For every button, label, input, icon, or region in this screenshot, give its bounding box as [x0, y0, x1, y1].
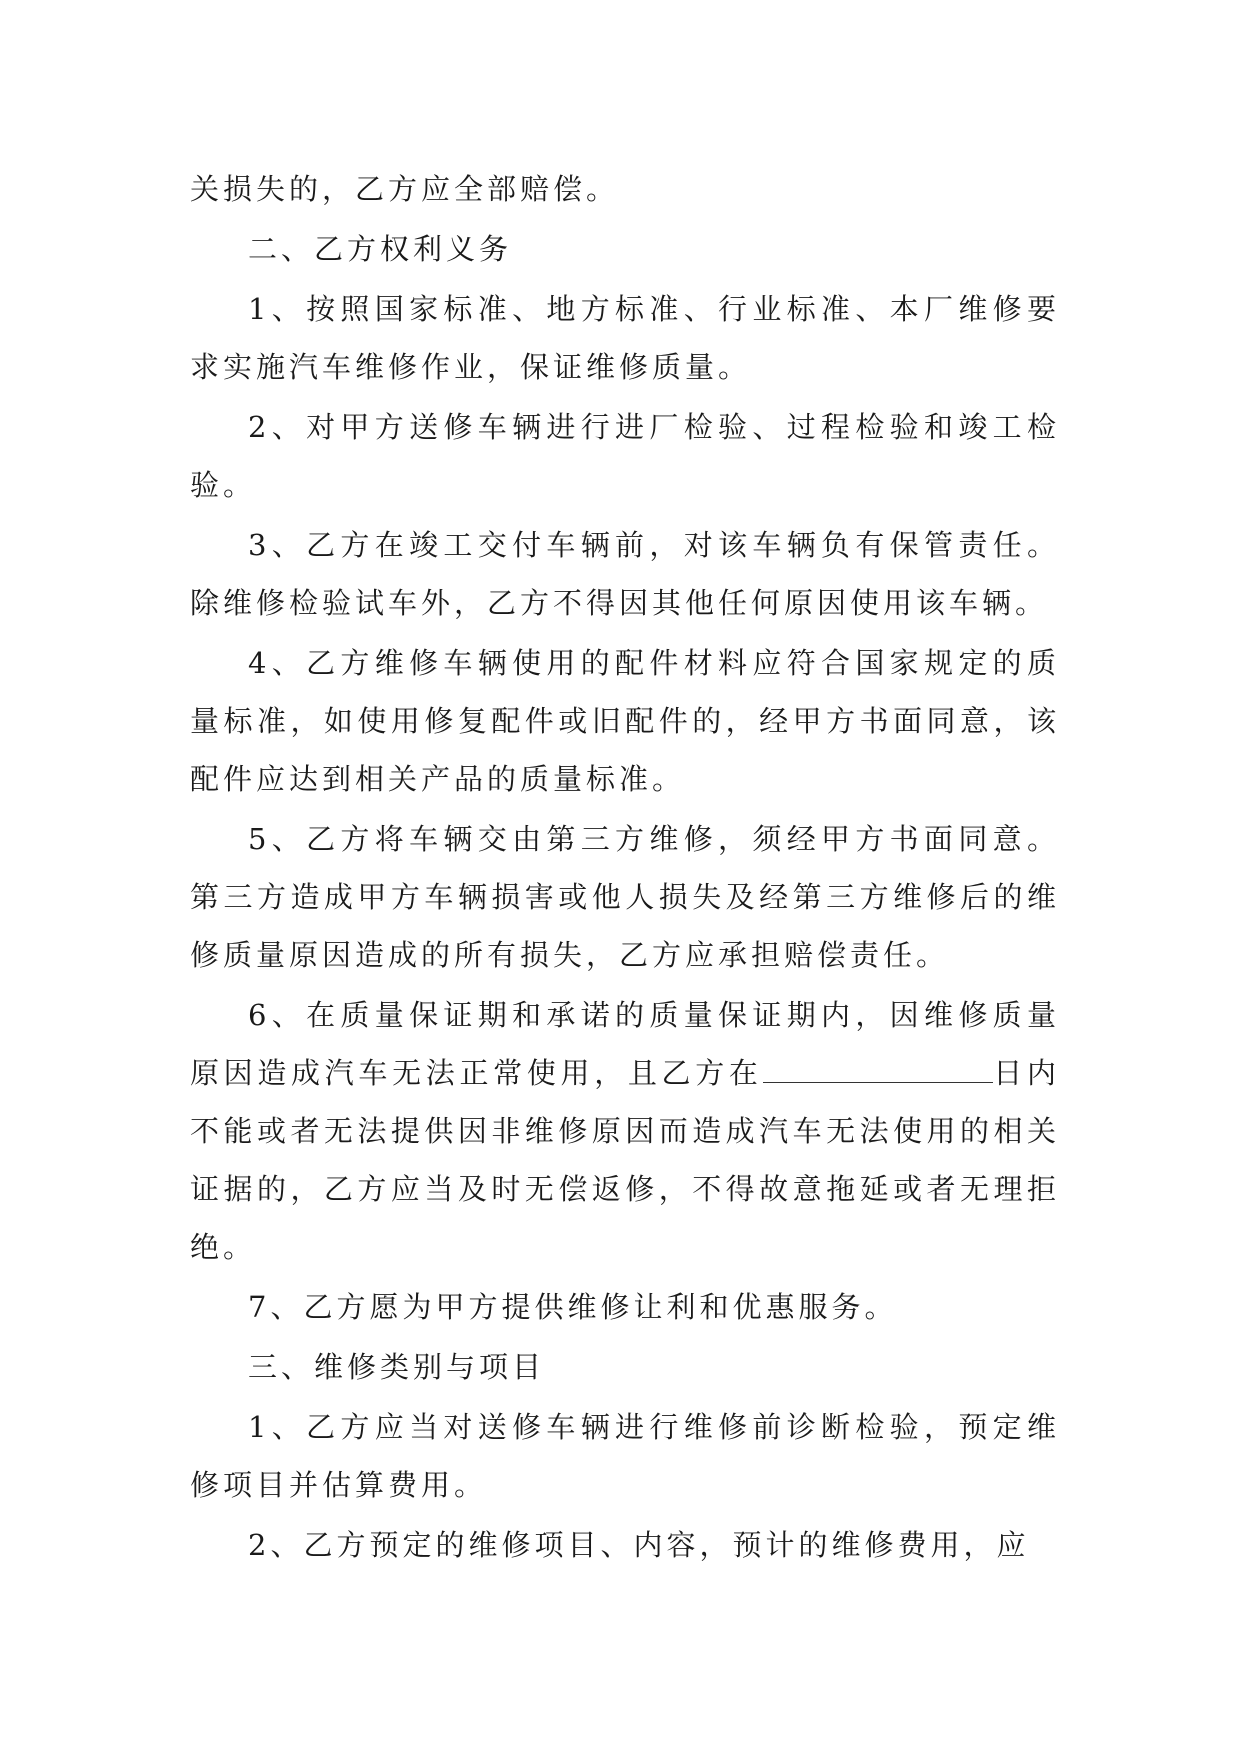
clause-2-6 — [190, 986, 1060, 1276]
clause-2-6-after: 日内不能或者无法提供因非维修原因而造成汽车无法使用的相关证据的，乙方应当及时无偿返修，不得故意拖延或者无理拒绝。 — [190, 1056, 1060, 1264]
clause-3-1: 1、乙方应当对送修车辆进行维修前诊断检验，预定维修项目并估算费用。 — [190, 1410, 1060, 1502]
section-heading-2: 二、乙方权利义务 — [248, 232, 513, 266]
clause-2-4: 4、乙方维修车辆使用的配件材料应符合国家规定的质量标准，如使用修复配件或旧配件的，经甲方书面同意，该配件应达到相关产品的质量标准。 — [190, 646, 1060, 796]
document-body — [190, 160, 1060, 1576]
clause-2-2: 2、对甲方送修车辆进行进厂检验、过程检验和竣工检验。 — [190, 410, 1060, 502]
days-blank-field[interactable] — [763, 1060, 993, 1083]
paragraph-continuation: 关损失的，乙方应全部赔偿。 — [190, 172, 620, 206]
clause-2-1: 1、按照国家标准、地方标准、行业标准、本厂维修要求实施汽车维修作业，保证维修质量。 — [190, 292, 1060, 384]
clause-2-3: 3、乙方在竣工交付车辆前，对该车辆负有保管责任。除维修检验试车外，乙方不得因其他任何原因使用该车辆。 — [190, 528, 1060, 620]
clause-3-2: 2、乙方预定的维修项目、内容，预计的维修费用，应 — [248, 1528, 1030, 1562]
clause-2-6-before: 6、在质量保证期和承诺的质量保证期内，因维修质量原因造成汽车无法正常使用，且乙方在 — [190, 998, 1060, 1090]
section-heading-3: 三、维修类别与项目 — [248, 1350, 546, 1384]
clause-2-7: 7、乙方愿为甲方提供维修让利和优惠服务。 — [248, 1290, 898, 1324]
clause-2-5: 5、乙方将车辆交由第三方维修，须经甲方书面同意。第三方造成甲方车辆损害或他人损失及经第三方维修后的维修质量原因造成的所有损失，乙方应承担赔偿责任。 — [190, 822, 1060, 972]
